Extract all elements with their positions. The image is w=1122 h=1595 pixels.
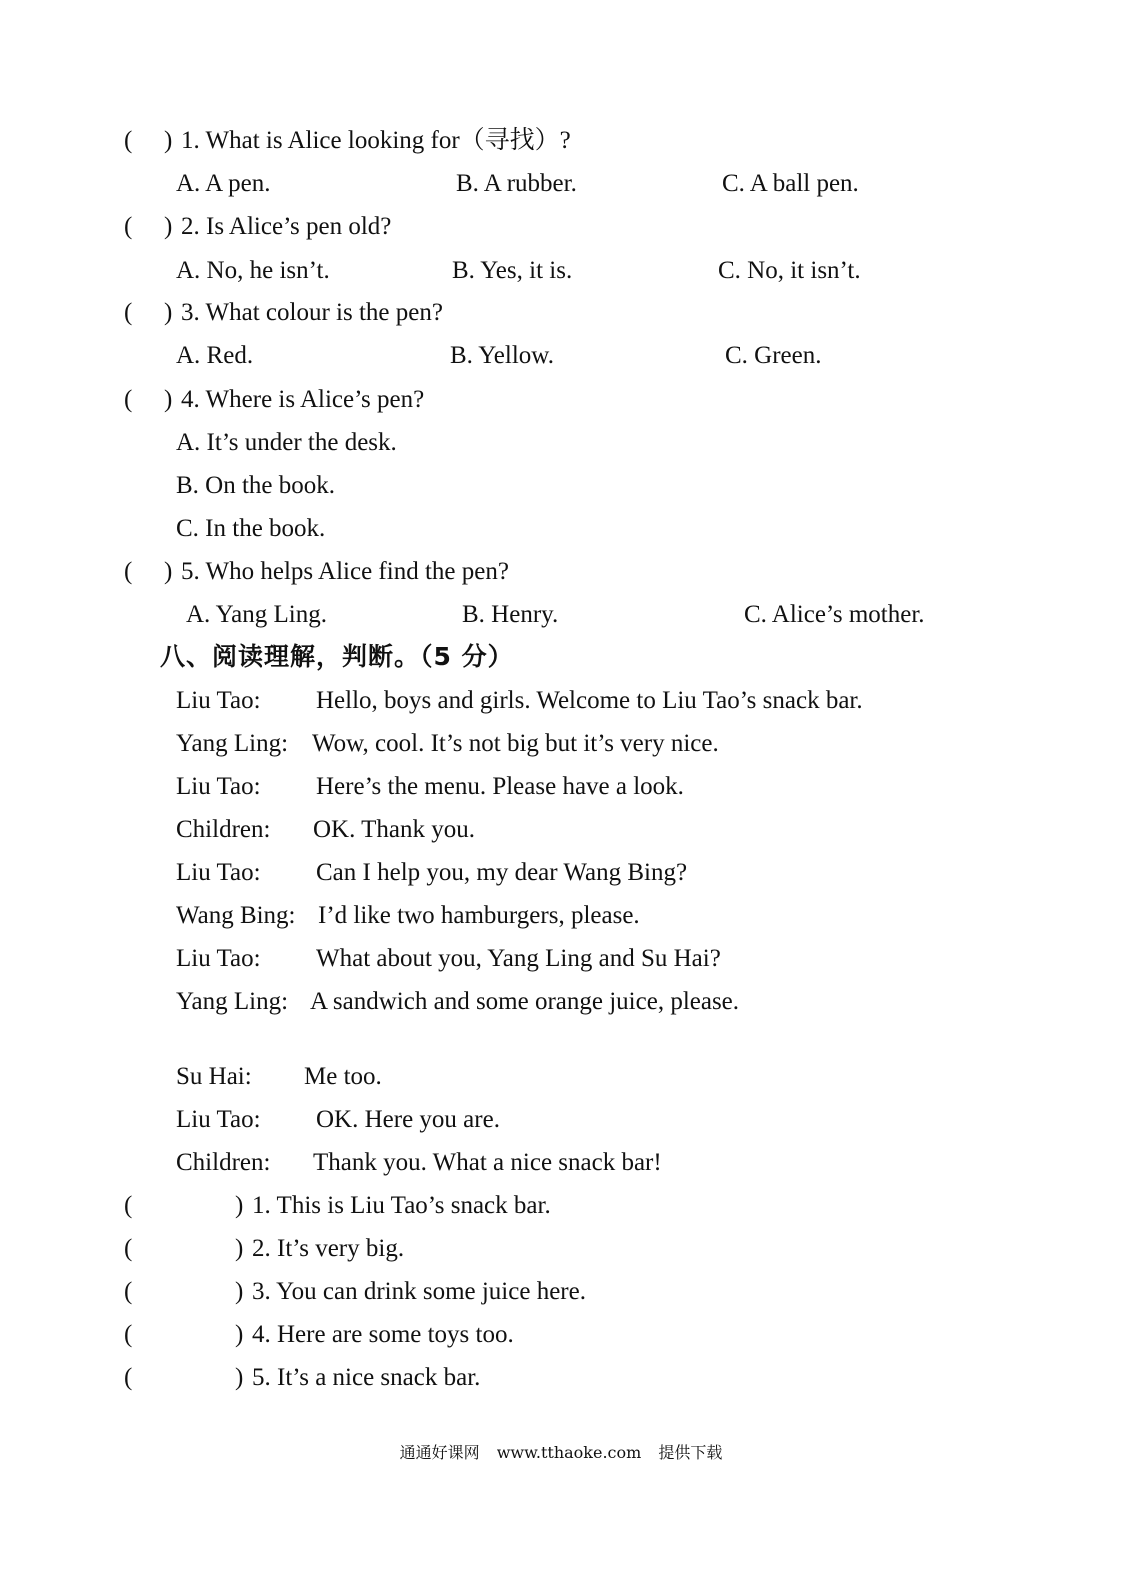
dialogue-text: Me too.	[304, 1063, 382, 1090]
judgment-text: 2. It’s very big.	[252, 1235, 405, 1262]
dialogue-text: OK. Thank you.	[313, 816, 476, 843]
option-b: B. On the book.	[176, 472, 336, 499]
speaker-label: Yang Ling:	[176, 730, 289, 757]
speaker-label: Liu Tao:	[176, 687, 261, 714]
speaker-label: Yang Ling:	[176, 988, 289, 1015]
answer-paren-close: )	[164, 558, 173, 585]
answer-paren-open: (	[124, 213, 133, 240]
answer-paren-open: (	[124, 1235, 133, 1262]
answer-paren-open: (	[124, 1278, 133, 1305]
dialogue-text: Wow, cool. It’s not big but it’s very nice.	[312, 730, 719, 757]
footer-site-name: 通通好课网	[399, 1443, 480, 1462]
speaker-label: Children:	[176, 816, 271, 843]
judgment-text: 4. Here are some toys too.	[252, 1321, 514, 1348]
dialogue-text: Here’s the menu. Please have a look.	[316, 773, 684, 800]
speaker-label: Liu Tao:	[176, 773, 261, 800]
option-a: A. No, he isn’t.	[176, 257, 330, 284]
footer-url[interactable]: www.tthaoke.com	[496, 1443, 642, 1462]
option-c: C. Alice’s mother.	[744, 601, 925, 628]
answer-paren-open: (	[124, 1321, 133, 1348]
speaker-label: Wang Bing:	[176, 902, 296, 929]
dialogue-text: A sandwich and some orange juice, please.	[310, 988, 740, 1015]
footer-note: 提供下载	[658, 1443, 723, 1462]
answer-paren-close: )	[164, 213, 173, 240]
option-b: B. Yes, it is.	[452, 257, 573, 284]
answer-paren-close: )	[235, 1364, 244, 1391]
section-title: 八、阅读理解，判断。（5 分）	[160, 642, 514, 671]
question-text: 5. Who helps Alice find the pen?	[181, 558, 509, 585]
dialogue-text: OK. Here you are.	[316, 1106, 500, 1133]
answer-paren-close: )	[164, 127, 173, 154]
answer-paren-open: (	[124, 127, 133, 154]
judgment-text: 3. You can drink some juice here.	[252, 1278, 586, 1305]
page-footer	[0, 1442, 1122, 1464]
answer-paren-close: )	[235, 1235, 244, 1262]
option-b: B. A rubber.	[456, 170, 577, 197]
option-b: B. Henry.	[462, 601, 559, 628]
option-c: C. A ball pen.	[722, 170, 859, 197]
question-text: 4. Where is Alice’s pen?	[181, 386, 425, 413]
judgment-text: 5. It’s a nice snack bar.	[252, 1364, 481, 1391]
speaker-label: Liu Tao:	[176, 1106, 261, 1133]
option-b: B. Yellow.	[450, 342, 554, 369]
option-c: C. Green.	[725, 342, 822, 369]
question-text: 1. What is Alice looking for（寻找）?	[181, 127, 571, 154]
answer-paren-open: (	[124, 299, 133, 326]
option-a: A. Red.	[176, 342, 254, 369]
judgment-text: 1. This is Liu Tao’s snack bar.	[252, 1192, 551, 1219]
speaker-label: Liu Tao:	[176, 859, 261, 886]
answer-paren-close: )	[164, 299, 173, 326]
dialogue-text: Hello, boys and girls. Welcome to Liu Tao’s snack bar.	[316, 687, 863, 714]
speaker-label: Su Hai:	[176, 1063, 252, 1090]
dialogue-text: What about you, Yang Ling and Su Hai?	[316, 945, 721, 972]
option-a: A. A pen.	[176, 170, 271, 197]
speaker-label: Liu Tao:	[176, 945, 261, 972]
answer-paren-close: )	[164, 386, 173, 413]
answer-paren-close: )	[235, 1192, 244, 1219]
answer-paren-open: (	[124, 558, 133, 585]
option-a: A. It’s under the desk.	[176, 429, 397, 456]
option-c: C. In the book.	[176, 515, 326, 542]
answer-paren-open: (	[124, 1192, 133, 1219]
question-text: 3. What colour is the pen?	[181, 299, 443, 326]
dialogue-text: Can I help you, my dear Wang Bing?	[316, 859, 688, 886]
option-a: A. Yang Ling.	[186, 601, 327, 628]
answer-paren-open: (	[124, 1364, 133, 1391]
answer-paren-close: )	[235, 1278, 244, 1305]
answer-paren-close: )	[235, 1321, 244, 1348]
answer-paren-open: (	[124, 386, 133, 413]
option-c: C. No, it isn’t.	[718, 257, 861, 284]
question-text: 2. Is Alice’s pen old?	[181, 213, 392, 240]
speaker-label: Children:	[176, 1149, 271, 1176]
dialogue-text: I’d like two hamburgers, please.	[318, 902, 640, 929]
dialogue-text: Thank you. What a nice snack bar!	[313, 1149, 662, 1176]
